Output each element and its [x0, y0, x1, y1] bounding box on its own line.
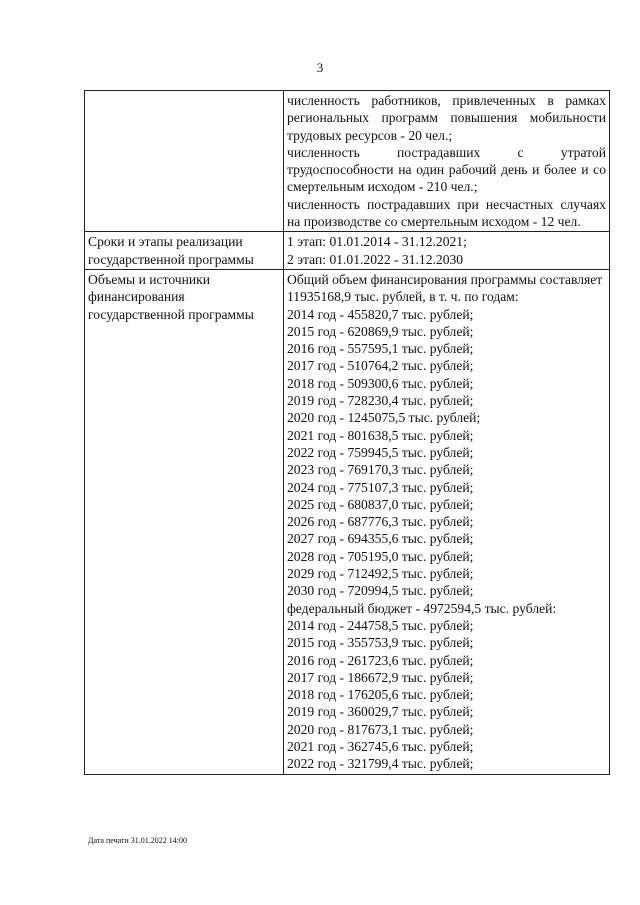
- row-content: [284, 269, 610, 774]
- table-row: [85, 232, 610, 270]
- funding-line: 2014 год - 455820,7 тыс. рублей;: [287, 306, 474, 322]
- row-label: Объемы и источники финансирования государственной программы: [85, 269, 284, 774]
- stage-line: 1 этап: 01.01.2014 - 31.12.2021;: [287, 234, 467, 250]
- funding-line: 2025 год - 680837,0 тыс. рублей;: [287, 496, 474, 512]
- row-content: [284, 91, 610, 232]
- funding-line: 2018 год - 509300,6 тыс. рублей;: [287, 375, 474, 391]
- funding-line: 2019 год - 360029,7 тыс. рублей;: [287, 704, 474, 720]
- funding-line: 2014 год - 244758,5 тыс. рублей;: [287, 617, 474, 633]
- funding-line: 2015 год - 355753,9 тыс. рублей;: [287, 635, 474, 651]
- stage-line: 2 этап: 01.01.2022 - 31.12.2030: [287, 251, 464, 267]
- row-label: Сроки и этапы реализации государственной программы: [85, 232, 284, 270]
- funding-line: 2017 год - 510764,2 тыс. рублей;: [287, 358, 474, 374]
- print-date: Дата печати 31.01.2022 14:00: [88, 836, 187, 845]
- funding-line: 2016 год - 557595,1 тыс. рублей;: [287, 341, 474, 357]
- funding-intro: Общий объем финансирования программы составляет 11935168,9 тыс. рублей, в т. ч. по годам:: [287, 271, 603, 305]
- passport-table: [84, 90, 610, 775]
- funding-line: 2016 год - 261723,6 тыс. рублей;: [287, 652, 474, 668]
- table-row: [85, 269, 610, 774]
- row-label: [85, 91, 284, 232]
- funding-line: 2021 год - 801638,5 тыс. рублей;: [287, 427, 474, 443]
- funding-line: федеральный бюджет - 4972594,5 тыс. рублей:: [287, 600, 557, 616]
- funding-line: 2030 год - 720994,5 тыс. рублей;: [287, 583, 474, 599]
- funding-line: 2021 год - 362745,6 тыс. рублей;: [287, 738, 474, 754]
- funding-line: 2024 год - 775107,3 тыс. рублей;: [287, 479, 474, 495]
- table-row: [85, 91, 610, 232]
- paragraph: численность пострадавших с утратой трудоспособности на один рабочий день и более и со смертельным исходом - 210 чел.;: [287, 144, 606, 195]
- funding-line: 2027 год - 694355,6 тыс. рублей;: [287, 531, 474, 547]
- funding-line: 2022 год - 321799,4 тыс. рублей;: [287, 756, 474, 772]
- paragraph: численность пострадавших при несчастных случаях на производстве со смертельным исходом - 12 чел.: [287, 196, 606, 230]
- funding-line: 2028 год - 705195,0 тыс. рублей;: [287, 548, 474, 564]
- page-number: 3: [316, 60, 324, 75]
- funding-line: 2029 год - 712492,5 тыс. рублей;: [287, 566, 474, 582]
- funding-line: 2020 год - 817673,1 тыс. рублей;: [287, 721, 474, 737]
- funding-line: 2015 год - 620869,9 тыс. рублей;: [287, 323, 474, 339]
- funding-line: 2019 год - 728230,4 тыс. рублей;: [287, 393, 474, 409]
- funding-line: 2026 год - 687776,3 тыс. рублей;: [287, 514, 474, 530]
- funding-line: 2018 год - 176205,6 тыс. рублей;: [287, 687, 474, 703]
- funding-line: 2023 год - 769170,3 тыс. рублей;: [287, 462, 474, 478]
- funding-line: 2020 год - 1245075,5 тыс. рублей;: [287, 410, 481, 426]
- funding-line: 2017 год - 186672,9 тыс. рублей;: [287, 669, 474, 685]
- row-content: [284, 232, 610, 270]
- paragraph: численность работников, привлеченных в рамках региональных программ повышения мобильности трудовых ресурсов - 20 чел.;: [287, 93, 606, 143]
- funding-lines: [287, 306, 606, 773]
- funding-line: 2022 год - 759945,5 тыс. рублей;: [287, 444, 474, 460]
